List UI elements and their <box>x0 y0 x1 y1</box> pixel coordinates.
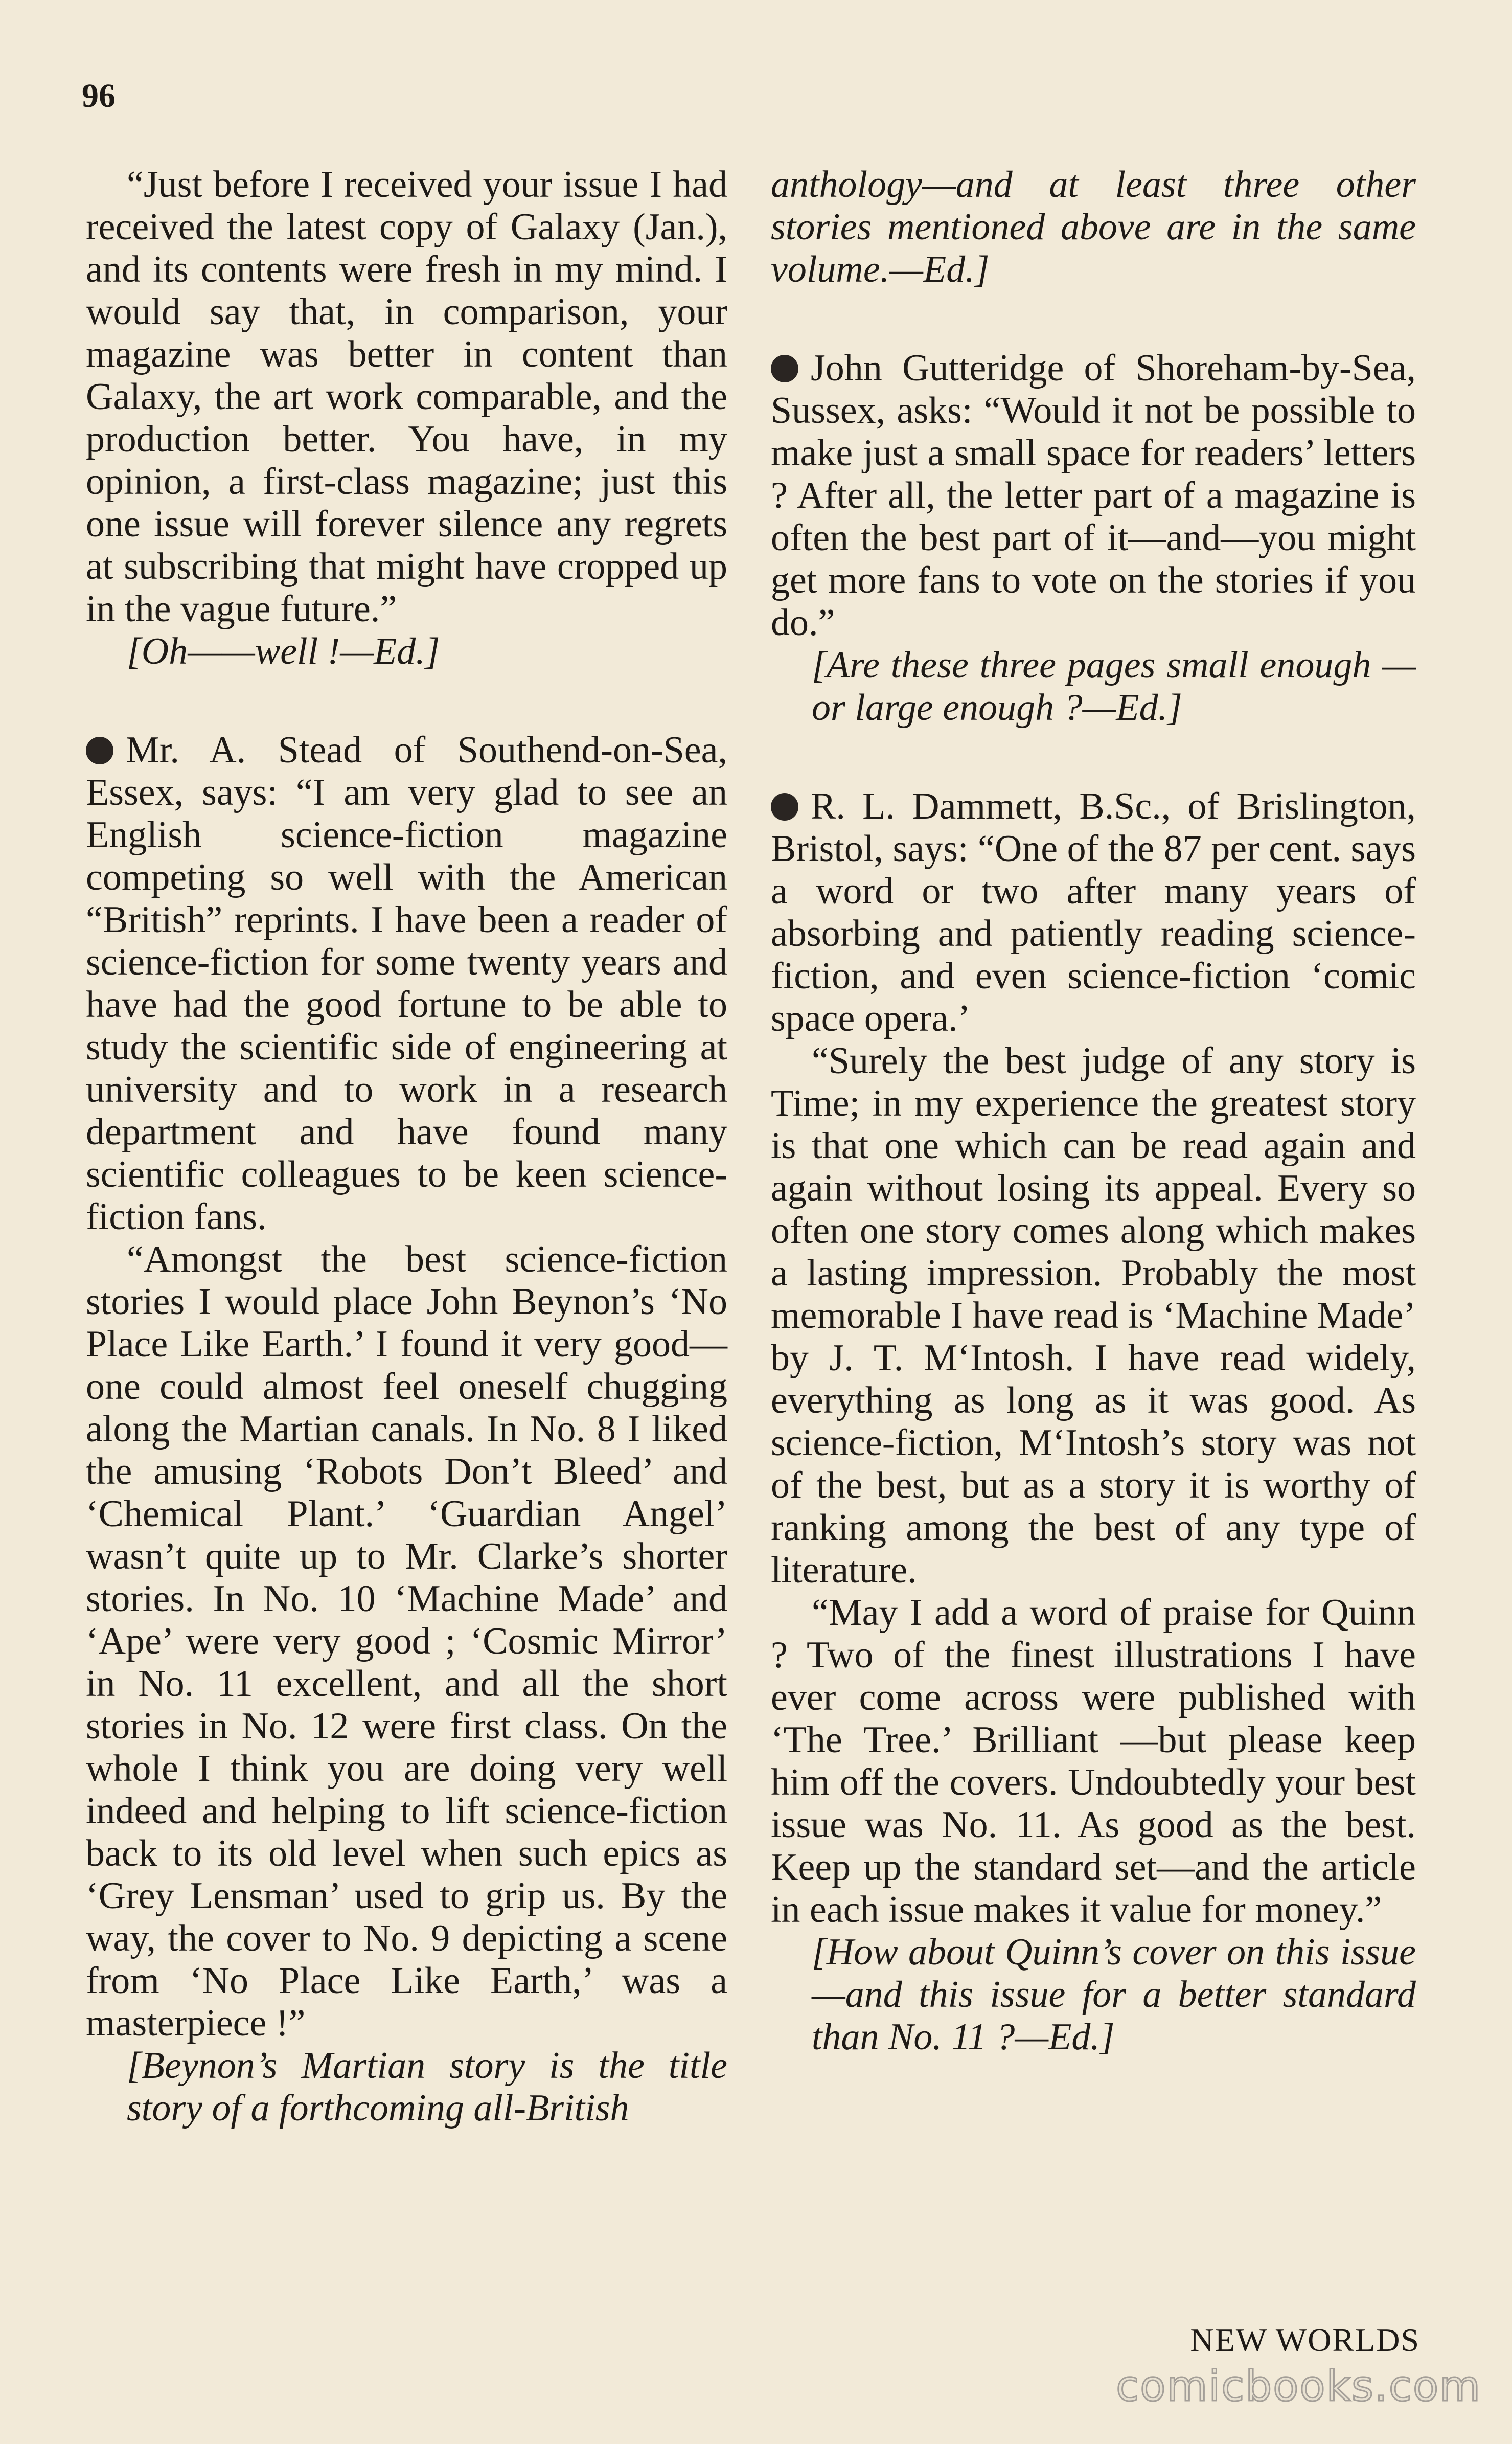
letter-text: “Just before I received your issue I had received the latest copy of Galaxy (Jan.), and its contents were fresh in my mind. I would say that, in comparison, your magazine was better in content than Galaxy, the art work comparable, and the production better. You have, in my opinion, a first-class magazine; just this one issue will forever silence any regrets at subscribing that might have cropped up in the vague future.” <box>86 164 727 630</box>
magazine-title-footer: NEW WORLDS <box>1190 2322 1420 2358</box>
letter-dammett <box>771 785 1416 1040</box>
letter-text: R. L. Dammett, B.Sc., of Brislington, Bristol, says: “One of the 87 per cent. says a word or two after many years of absorbing and patiently reading science-fiction, and even science-fiction ‘comic space opera.’ <box>771 785 1416 1039</box>
editor-note: [Are these three pages small enough —or large enough ?—Ed.] <box>812 644 1416 729</box>
editor-note: [How about Quinn’s cover on this issue—and this issue for a better standard than No. 11 ?—Ed.] <box>812 1931 1416 2058</box>
page-number: 96 <box>82 77 116 115</box>
letter-gutteridge <box>771 347 1416 644</box>
bullet-icon <box>86 737 113 764</box>
letter-text: “May I add a word of praise for Quinn ? Two of the finest illustrations I have ever come across were published with ‘The Tree.’ Brilliant —but please keep him off the covers. Undoubtedly your best issue was No. 11. As good as the best. Keep up the standard set—and the article in each issue makes it value for money.” <box>771 1592 1416 1931</box>
right-column <box>771 164 1416 2058</box>
bullet-icon <box>771 793 798 821</box>
letter-stead <box>86 729 727 1238</box>
editor-note: [Oh——well !—Ed.] <box>127 630 440 672</box>
editor-note: anthology—and at least three other stories mentioned above are in the same volume.—Ed.] <box>771 164 1416 290</box>
bullet-icon <box>771 355 798 382</box>
letter-text: “Surely the best judge of any story is Time; in my experience the greatest story is that one which can be read again and again without losing its appeal. Every so often one story comes along which makes a lasting impression. Probably the most memorable I have read is ‘Machine Made’ by J. T. M‘Intosh. I have read widely, everything as long as it was good. As science-fiction, M‘Intosh’s story was not of the best, but as a story it is worthy of ranking among the best of any type of literature. <box>771 1040 1416 1591</box>
watermark: comicbooks.com <box>1116 2362 1481 2411</box>
letter-text: “Amongst the best science-fiction stories I would place John Beynon’s ‘No Place Like Earth.’ I found it very good—one could almost feel oneself chugging along the Martian canals. In No. 8 I liked the amusing ‘Robots Don’t Bleed’ and ‘Chemical Plant.’ ‘Guardian Angel’ wasn’t quite up to Mr. Clarke’s shorter stories. In No. 10 ‘Machine Made’ and ‘Ape’ were very good ; ‘Cosmic Mirror’ in No. 11 excellent, and all the short stories in No. 12 were first class. On the whole I think you are doing very well indeed and helping to lift science-fiction back to its old level when such epics as ‘Grey Lensman’ used to grip us. By the way, the cover to No. 9 depicting a scene from ‘No Place Like Earth,’ was a masterpiece !” <box>86 1238 727 2044</box>
letter-text: Mr. A. Stead of Southend-on-Sea, Essex, says: “I am very glad to see an English science-fiction magazine competing so well with the American “British” reprints. I have been a reader of science-fiction for some twenty years and have had the good fortune to be able to study the scientific side of engineering at university and to work in a research department and have found many scientific colleagues to be keen science-fiction fans. <box>86 729 727 1238</box>
letter-text: John Gutteridge of Shoreham-by-Sea, Sussex, asks: “Would it not be possible to make just a small space for readers’ letters ? After all, the letter part of a magazine is often the best part of it—and—you might get more fans to vote on the stories if you do.” <box>771 347 1416 644</box>
left-column <box>86 164 727 2130</box>
editor-note: [Beynon’s Martian story is the title story of a forthcoming all-British <box>127 2045 727 2129</box>
